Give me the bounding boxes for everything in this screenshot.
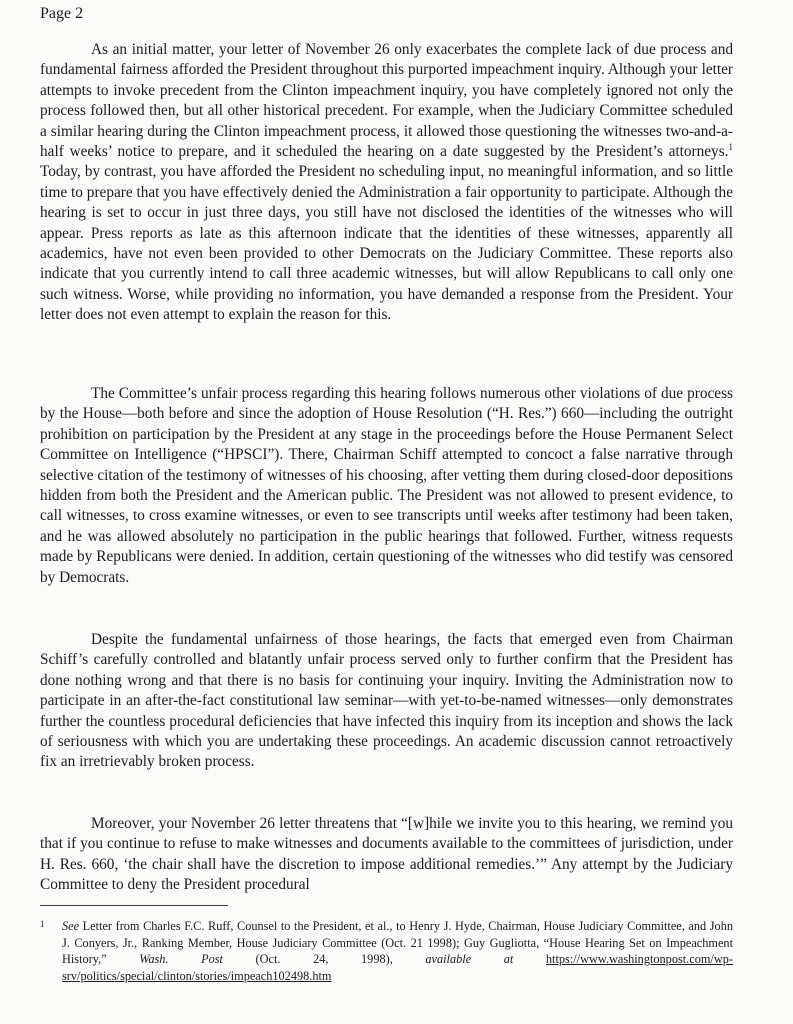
footnote-body <box>40 918 733 984</box>
footnote-marker: 1 <box>40 919 45 929</box>
footnote-reference[interactable]: 1 <box>728 141 733 152</box>
paragraph-4: Moreover, your November 26 letter threatens that “[w]hile we invite you to this hearing, we remind you that if you continue to refuse to make witnesses and documents available to the committees of jurisdiction, under H. Res. 660, ‘the chair shall have the discretion to impose additional remedies.’” Any attempt by the Judiciary Committee to deny the President procedural <box>40 815 733 894</box>
paragraph-1 <box>40 40 733 326</box>
footnote-see: See <box>62 919 80 933</box>
footnote-url-link[interactable]: https://www.washingtonpost.com/wp-srv/politics/special/clinton/stories/impeach102498.htm <box>62 952 733 983</box>
footnote-citation: Letter from Charles F.C. Ruff, Counsel to the President, et al., to Henry J. Hyde, Chairman, House Judiciary Committee, and John J. Conyers, Jr., Ranking Member, House Judiciary Committee (Oct. 21 1998); Guy Gugliotta, “House Hearing Set on Impeachment History,” <box>62 919 733 966</box>
paragraph-3: Despite the fundamental unfairness of those hearings, the facts that emerged even from Chairman Schiff’s carefully controlled and blatantly unfair process served only to further confirm that the President has done nothing wrong and that there is no basis for continuing your inquiry. Inviting the Administration now to participate in an after-the-fact constitutional law seminar—with yet-to-be-named witnesses—only demonstrates further the countless procedural deficiencies that have infected this inquiry from its inception and shows the lack of seriousness with which you are undertaking these proceedings. An academic discussion cannot retroactively fix an irretrievably broken process. <box>40 631 733 771</box>
paragraph-2: The Committee’s unfair process regarding this hearing follows numerous other violations of due process by the House—both before and since the adoption of House Resolution (“H. Res.”) 660—including the outright prohibition on participation by the President at any stage in the proceedings before the House Permanent Select Committee on Intelligence (“HPSCI”). There, Chairman Schiff attempted to concoct a false narrative through selective citation of the testimony of witnesses of his choosing, after vetting them during closed-door depositions hidden from both the President and the American public. The President was not allowed to present evidence, to call witnesses, to cross examine witnesses, or even to see transcripts until weeks after testimony had been taken, and he was allowed absolutely no participation in the public hearings that followed. Further, witness requests made by Republicans were denied. In addition, certain questioning of the witnesses who did testify was censored by Democrats. <box>40 385 733 586</box>
page-number: Page 2 <box>40 5 84 22</box>
footnote-available-at: available at <box>425 952 514 966</box>
footnote-date: (Oct. 24, 1998), <box>222 952 426 966</box>
paragraph-1-continuation: Today, by contrast, you have afforded the President no scheduling input, no meaningful information, and so little time to prepare that you have effectively denied the Administration a fair opportunity to participate. Although the hearing is set to occur in just three days, you still have not disclosed the identities of the witnesses who will appear. Press reports as late as this afternoon indicate that the identities of these witnesses, apparently all academics, have not even been provided to other Democrats on the Judiciary Committee. These reports also indicate that you currently intend to call three academic witnesses, but will allow Republicans to call only one such witness. Worse, while providing no information, you have demanded a response from the President. Your letter does not even attempt to explain the reason for this. <box>40 163 733 324</box>
footnote <box>40 918 733 984</box>
footnote-publication: Wash. Post <box>139 952 223 966</box>
paragraph-1-text: As an initial matter, your letter of November 26 only exacerbates the complete lack of due process and fundamental fairness afforded the President throughout this purported impeachment inquiry. Although your letter attempts to invoke precedent from the Clinton impeachment inquiry, you have completely ignored not only the process followed then, but all other historical precedent. For example, when the Judiciary Committee scheduled a similar hearing during the Clinton impeachment process, it allowed those questioning the witnesses two-and-a-half weeks’ notice to prepare, and it scheduled the hearing on a date suggested by the President’s attorneys. <box>40 41 733 161</box>
footnote-divider <box>40 905 228 906</box>
